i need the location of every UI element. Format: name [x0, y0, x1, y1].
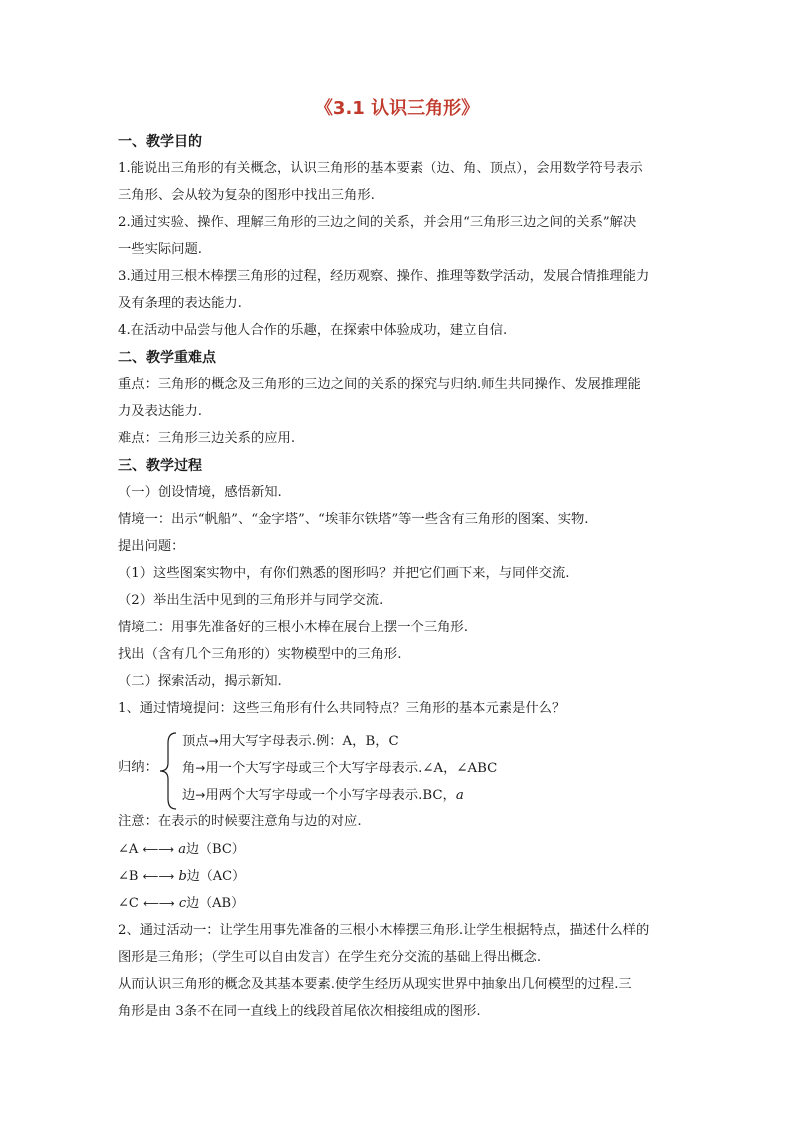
- objective-1-line-2: 三角形、会从较为复杂的图形中找出三角形.: [118, 188, 375, 203]
- objective-1-line-1: 1.能说出三角形的有关概念，认识三角形的基本要素（边、角、顶点），会用数学符号表示: [118, 161, 643, 176]
- summary-side-var: a: [455, 788, 464, 803]
- relation-var: c: [178, 896, 187, 911]
- summary-vertex: [182, 731, 399, 752]
- right-arrow-icon: →: [195, 788, 206, 802]
- process-scene-2: 情境二：用事先准备好的三根小木棒在展台上摆一个三角形.: [118, 620, 468, 635]
- objective-2-line-1: 2.通过实验、操作、理解三角形的三边之间的关系，并会用“三角形三边之间的关系”解决: [118, 215, 637, 230]
- section-heading-key-points: 二、教学重难点: [118, 350, 216, 366]
- relation-side: 边（AC）: [186, 869, 246, 884]
- process-question-3: 1、通过情境提问：这些三角形有什么共同特点？三角形的基本元素是什么？: [118, 701, 566, 716]
- section-heading-objectives: 一、教学目的: [118, 134, 202, 150]
- right-arrow-icon: →: [208, 734, 219, 748]
- double-arrow-icon: ⟵⟶: [142, 843, 175, 856]
- summary-side-text: 用两个大写字母或一个小写字母表示.BC，: [205, 788, 456, 803]
- process-find-triangles: 找出（含有几个三角形的）实物模型中的三角形.: [118, 647, 402, 662]
- double-arrow-icon: ⟵⟶: [142, 870, 175, 883]
- difficulty-line: 难点：三角形三边关系的应用.: [118, 431, 296, 446]
- key-point-line-1: 重点：三角形的概念及三角形的三边之间的关系的探究与归纳.师生共同操作、发展推理能: [118, 377, 641, 392]
- summary-vertex-text: 用大写字母表示.例：A，B，C: [218, 734, 399, 749]
- double-arrow-icon: ⟵⟶: [143, 897, 175, 910]
- section-heading-process: 三、教学过程: [118, 458, 202, 474]
- relation-row-b: [118, 867, 245, 887]
- process-step-2: （二）探索活动，揭示新知.: [118, 674, 282, 689]
- process-questions-label: 提出问题：: [118, 539, 185, 554]
- objective-4: 4.在活动中品尝与他人合作的乐趣，在探索中体验成功，建立自信.: [118, 323, 508, 338]
- objective-3-line-1: 3.通过用三根木棒摆三角形的过程，经历观察、操作、推理等数学活动，发展合情推理能力: [118, 269, 650, 284]
- relation-var: b: [178, 869, 187, 884]
- process-step-1: （一）创设情境，感悟新知.: [118, 485, 282, 500]
- relation-side: 边（BC）: [186, 842, 245, 857]
- process-question-1: （1）这些图案实物中，有你们熟悉的图形吗？并把它们画下来，与同伴交流.: [118, 566, 570, 581]
- relation-row-c: [118, 894, 244, 914]
- relation-angle: ∠A: [118, 842, 139, 857]
- relation-var: a: [178, 842, 187, 857]
- activity-line-1: 2、通过活动一：让学生用事先准备的三根小木棒摆三角形.让学生根据特点，描述什么样的: [118, 923, 650, 938]
- document-title: 《3.1 认识三角形》: [314, 98, 480, 119]
- summary-label: 归纳：: [118, 760, 158, 775]
- process-scene-1: 情境一：出示“帆船”、“金字塔”、“埃菲尔铁塔”等一些含有三角形的图案、实物.: [118, 512, 589, 527]
- process-question-2: （2）举出生活中见到的三角形并与同学交流.: [118, 593, 384, 608]
- concept-line-1: 从而认识三角形的概念及其基本要素.使学生经历从现实世界中抽象出几何模型的过程.三: [118, 977, 632, 992]
- summary-side-head: 边: [182, 788, 196, 803]
- summary-angle: [182, 758, 497, 779]
- summary-vertex-head: 顶点: [182, 734, 209, 749]
- key-point-line-2: 力及表达能力.: [118, 404, 203, 419]
- relation-angle: ∠B: [118, 869, 139, 884]
- note-line: 注意：在表示的时候要注意角与边的对应.: [118, 814, 362, 829]
- relation-row-a: [118, 840, 245, 860]
- objective-3-line-2: 及有条理的表达能力.: [118, 296, 242, 311]
- summary-angle-text: 用一个大写字母或三个大写字母表示.∠A，∠ABC: [205, 761, 498, 776]
- right-arrow-icon: →: [195, 761, 206, 775]
- relation-angle: ∠C: [118, 896, 139, 911]
- relation-side: 边（AB）: [186, 896, 245, 911]
- objective-2-line-2: 一些实际问题.: [118, 242, 203, 257]
- summary-side: [182, 785, 464, 806]
- left-brace-icon: [156, 731, 178, 811]
- activity-line-2: 图形是三角形；（学生可以自由发言）在学生充分交流的基础上得出概念.: [118, 950, 542, 965]
- summary-angle-head: 角: [182, 761, 196, 776]
- concept-line-2: 角形是由 3条不在同一直线上的线段首尾依次相接组成的图形.: [118, 1004, 481, 1019]
